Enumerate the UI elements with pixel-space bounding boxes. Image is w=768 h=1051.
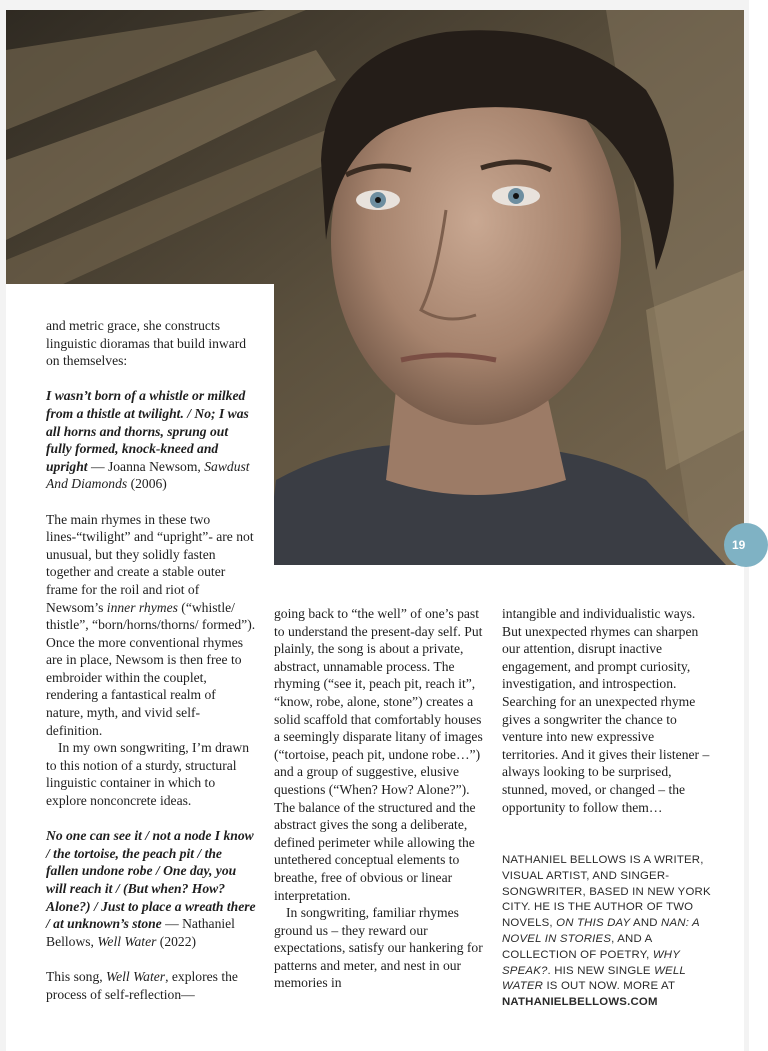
- column-2-paragraph-2: In songwriting, familiar rhymes ground us – they reward our expectations, satisfy our hankering for patterns and meter, and nest in our memories in: [274, 905, 483, 991]
- lyric-quote-2-credit: — Nathaniel Bellows,: [46, 916, 235, 949]
- bio-text-c: . HIS NEW SINGLE: [547, 964, 655, 977]
- bio-single: WELL WATER: [502, 964, 686, 993]
- lyric-quote-1-credit: — Joanna Newsom,: [87, 458, 205, 474]
- body-paragraph-2: In my own songwriting, I’m drawn to this notion of a sturdy, structural linguistic container in which to explore nonconcrete ideas.: [46, 740, 250, 809]
- column-2-paragraph-1: going back to “the well” of one’s past to understand the present-day self. Put plainly, the song is about a private, abstract, unnamable process. The rhyming (“see it, peach pit, reach it”, “know, robe, alone, stone”) creates a solid scaffold that comfortably houses a seemingly disparate litany of images (“tortoise, peach pit, undone robe…”) and a group of suggestive, elusive questions (“When? How? Alone?”). The balance of the structured and the abstract gives the song a deliberate, defined perimeter while allowing the untethered conceptual elements to breathe, free of obvious or linear interpretation.: [274, 606, 483, 903]
- column-3-paragraph-1: intangible and individualistic ways. But unexpected rhymes can sharpen our attention, disrupt inactive engagement, and prompt curiosity, investigation, and introspection. Searching for an unexpected rhyme gives a songwriter the chance to venture into new expressive territories. And it gives their listener – always looking to be surprised, stunned, moved, or changed – the opportunity to follow them…: [502, 606, 710, 815]
- bio-website-link[interactable]: NATHANIELBELLOWS.COM: [502, 996, 658, 1009]
- body-paragraph-3: [46, 968, 256, 1003]
- text-column-3: [502, 605, 712, 816]
- lyric-quote-1-year: (2006): [127, 476, 167, 492]
- text-column-2: [274, 605, 484, 992]
- bio-novel-1: ON THIS DAY: [556, 917, 631, 930]
- bio-text-d: IS OUT NOW. MORE AT: [543, 980, 675, 993]
- lyric-quote-2-work: Well Water: [97, 933, 157, 949]
- lyric-quote-2-text: No one can see it / not a node I know / the tortoise, the peach pit / the fallen undone robe / One day, you will reach it / (But when? How? Alone?) / Just to place a wreath there / at unknown’s stone: [46, 828, 256, 932]
- body-paragraph-3-b: , explores the process of self-reflection—: [46, 968, 238, 1002]
- lyric-quote-1: [46, 387, 256, 493]
- bio-novel-2: NAN: A NOVEL IN STORIES: [502, 917, 700, 945]
- bio-text-b: , AND A COLLECTION OF POETRY,: [502, 932, 653, 961]
- body-paragraph-3-a: This song,: [46, 968, 107, 984]
- text-column-1: [46, 317, 256, 1003]
- lyric-quote-2-year: (2022): [156, 933, 197, 949]
- author-bio: [502, 853, 716, 1011]
- lyric-quote-1-work: Sawdust And Diamonds: [46, 458, 250, 492]
- bio-text-a: NATHANIEL BELLOWS IS A WRITER, VISUAL ARTIST, AND SINGER-SONGWRITER, BASED IN NEW YORK CITY. HE IS THE AUTHOR OF TWO NOVELS,: [502, 854, 711, 930]
- body-paragraph-1-emphasis: inner rhymes: [106, 599, 178, 615]
- bio-and: AND: [630, 917, 662, 930]
- body-paragraph-1-b: (“whistle/ thistle”, “born/horns/thorns/ formed”). Once the more conventional rhymes are in place, Newsom is then free to embroider within the couplet, rendering a fantastical realm of nature, myth, and vivid self-definition.: [46, 599, 256, 738]
- body-paragraph-1-a: The main rhymes in these two lines-“twilight” and “upright”- are not unusual, but they solidly fasten together and create a stable outer frame for the roil and riot of Newsom’s: [46, 511, 254, 615]
- page-number-badge: 19: [724, 523, 768, 567]
- intro-paragraph: and metric grace, she constructs linguistic dioramas that build inward on themselves:: [46, 318, 247, 369]
- magazine-page: [6, 10, 744, 1051]
- lyric-quote-2: [46, 827, 256, 950]
- body-paragraph-1: [46, 511, 256, 740]
- lyric-quote-1-text: I wasn’t born of a whistle or milked from a thistle at twilight. / No; I was all horns and thorns, sprung out fully formed, knock-kneed and upright: [46, 388, 249, 474]
- bio-poetry: WHY SPEAK?: [502, 948, 680, 977]
- body-paragraph-3-emphasis: Well Water: [106, 968, 166, 984]
